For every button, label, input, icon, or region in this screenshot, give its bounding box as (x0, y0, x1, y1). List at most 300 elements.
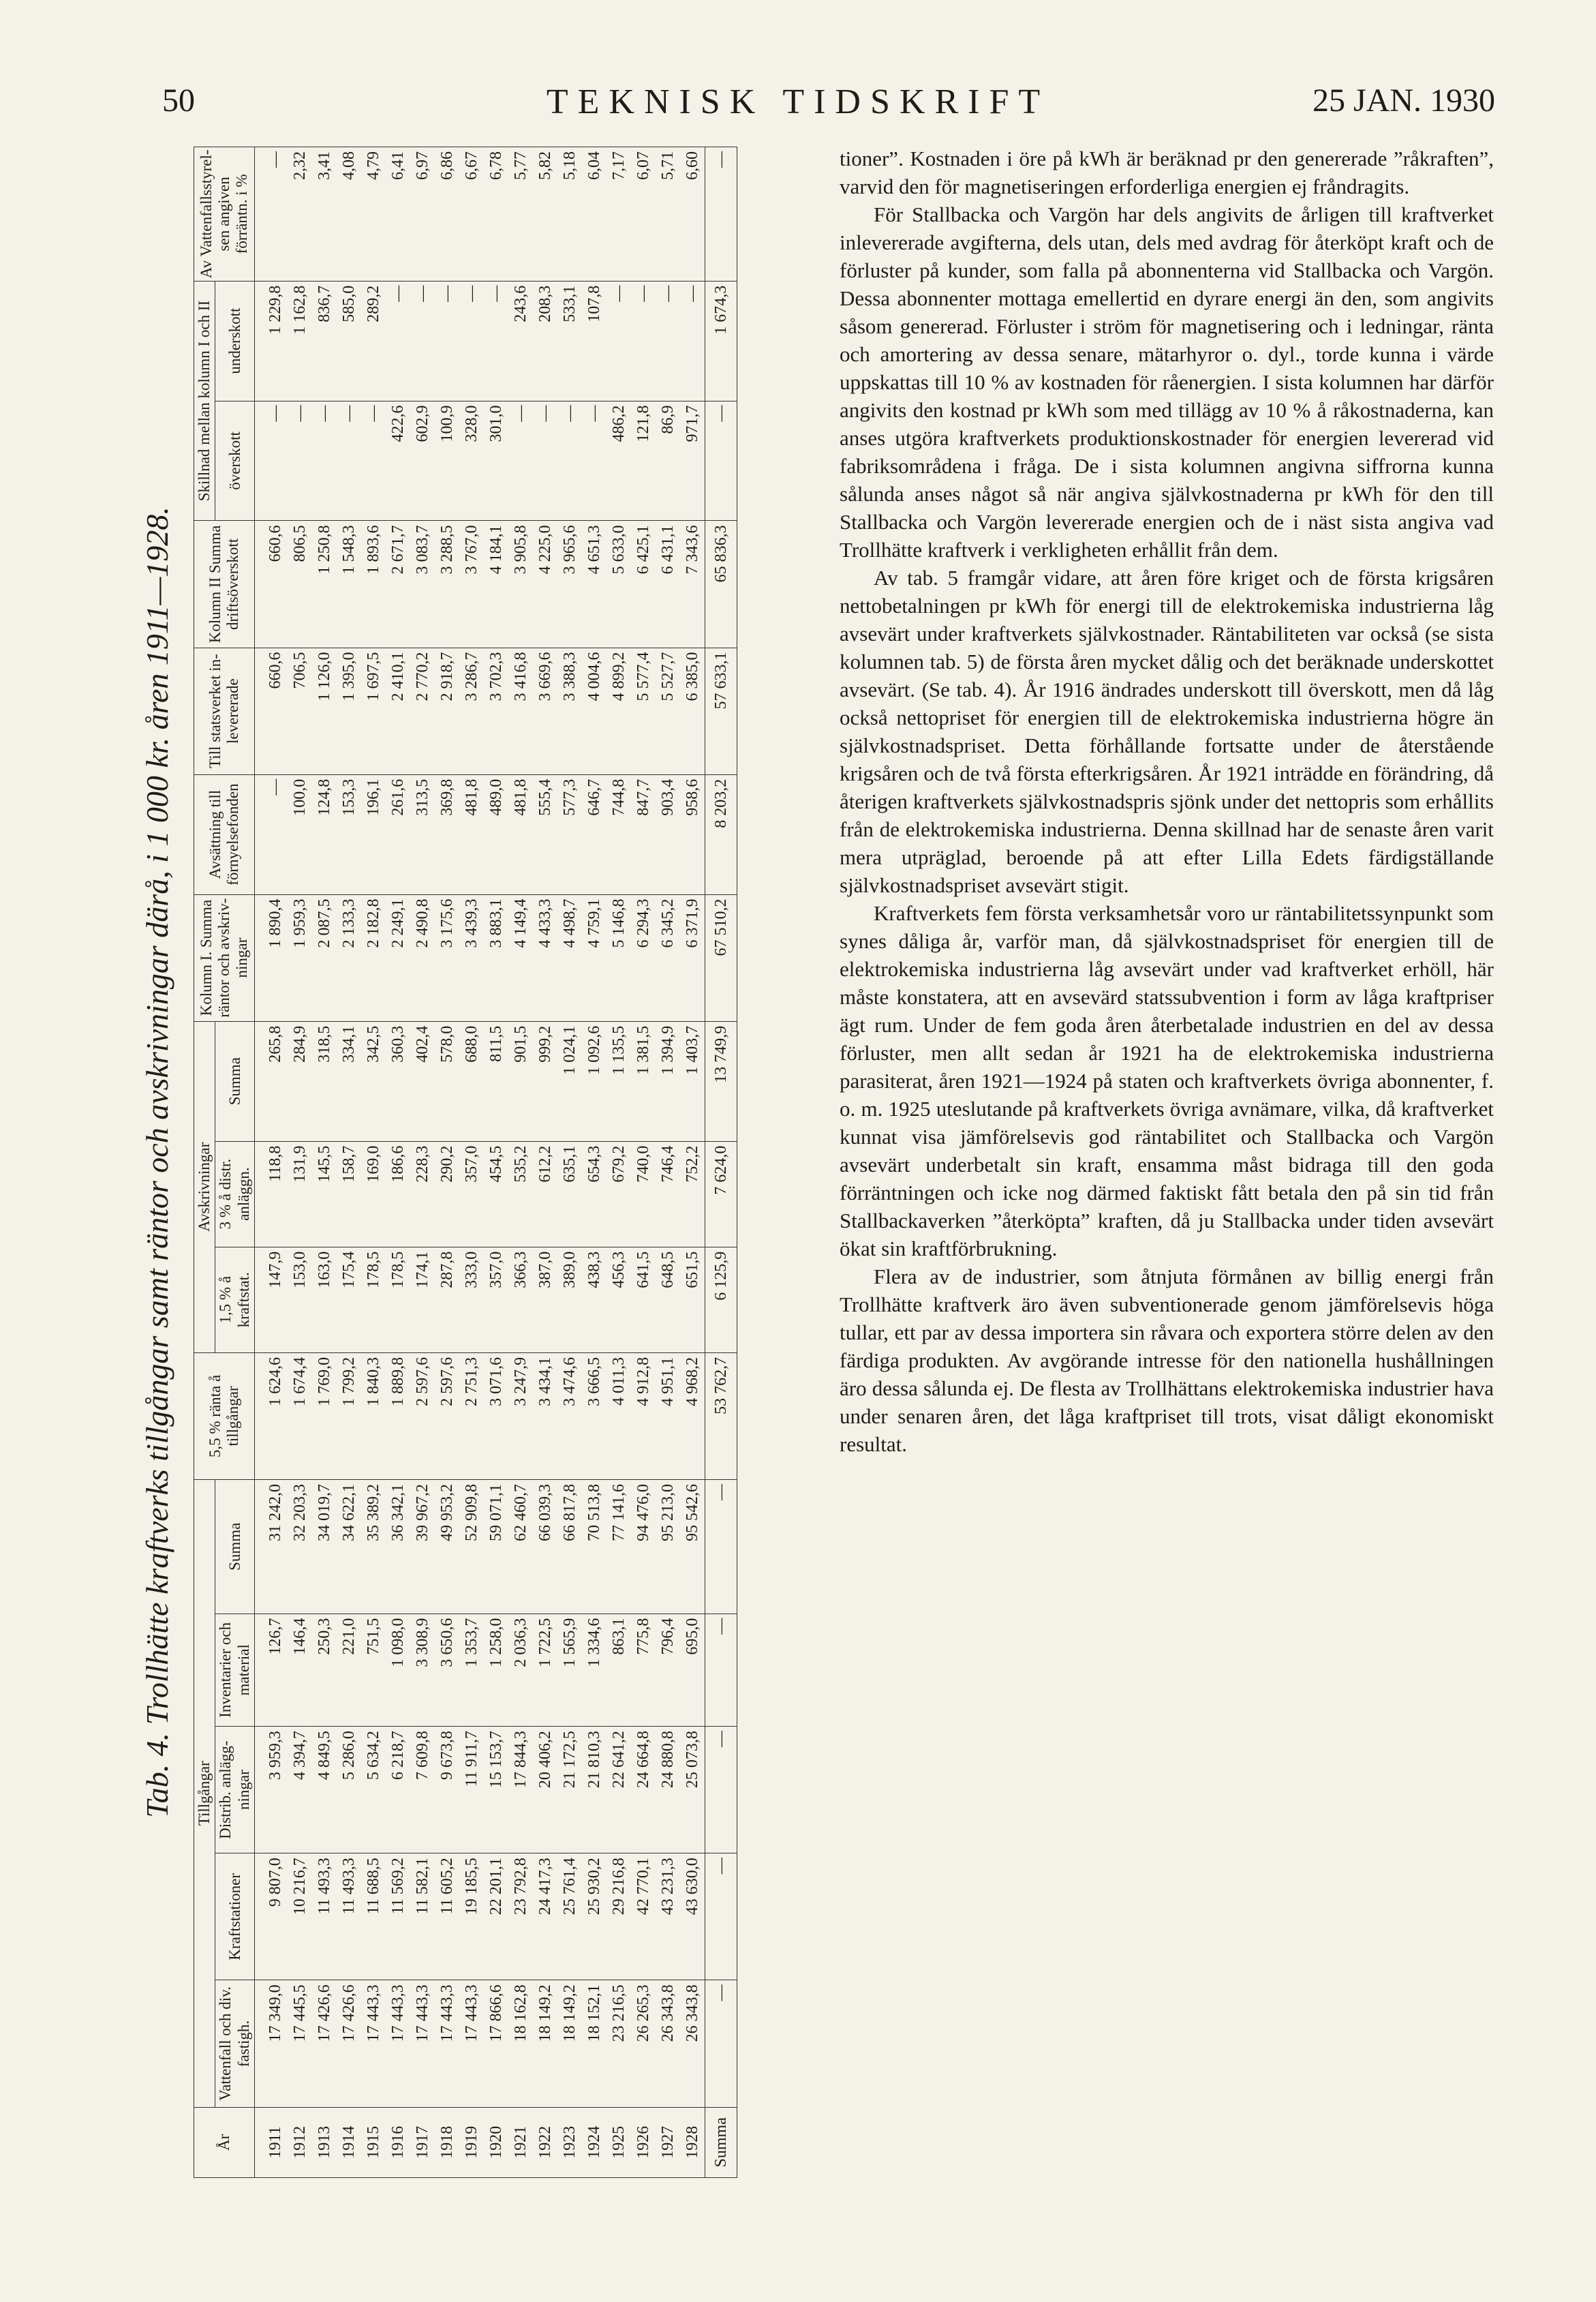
table-cell: 1 395,0 (337, 648, 361, 774)
table-cell: 3 308,9 (410, 1614, 435, 1726)
table-cell: 26 343,8 (656, 1980, 680, 2107)
table-cell: 2 249,1 (386, 894, 410, 1021)
col-summa-avskr: Summa (215, 1021, 255, 1141)
table-cell: 654,3 (582, 1141, 607, 1247)
table-cell: 3 666,5 (582, 1352, 607, 1479)
table-cell: 3 434,1 (533, 1352, 557, 1479)
table-cell: 66 039,3 (533, 1480, 557, 1614)
table-cell: 49 953,2 (435, 1480, 459, 1614)
table-cell: 22 641,2 (607, 1727, 631, 1853)
table-cell: 25 761,4 (557, 1853, 582, 1980)
table-cell: 24 880,8 (656, 1727, 680, 1853)
table-cell: — (533, 401, 557, 521)
table-row (631, 147, 656, 2178)
table-cell: 17 426,6 (312, 1980, 337, 2107)
table-cell: 2 597,6 (410, 1352, 435, 1479)
table-cell: 357,0 (484, 1247, 508, 1352)
table-cell: 265,8 (255, 1021, 288, 1141)
group-avskrivningar: Avskrivningar (194, 1021, 215, 1352)
table-cell: 389,0 (557, 1247, 582, 1352)
table-cell: — (459, 281, 484, 401)
table-cell: 186,6 (386, 1141, 410, 1247)
table-cell: 744,8 (607, 774, 631, 894)
table-cell: 999,2 (533, 1021, 557, 1141)
table-cell: — (631, 281, 656, 401)
article-paragraph: Av tab. 5 framgår vidare, att åren före kriget och de första krigsåren nettobetalningen pr kWh för energi till de elektrokemiska industrierna låg avsevärt under kraftverkets självkostnader. Räntabiliteten var också (se sista kolumnen tab. 5) de första åren mycket dålig och det beräknade underskottet avsevärt. (Se tab. 4). År 1916 ändrades underskott till överskott, men då låg också nettopriset för energien till de elektrokemiska industrierna högre än självkostnadspriset. Detta förhållande fortsatte under de återstående krigsåren och de två första efterkrigsåren. År 1921 inträdde en förändring, då återigen kraftverkets självkostnadspris sjönk under det nettopris som erhållits från de elektrokemiska industrierna. Denna skillnad har de senaste åren varit mera utpräglad, beroende på att efter Lilla Edets färdigställande självkostnadspriset avsevärt stigit. (840, 566, 1494, 897)
table-cell: 100,0 (288, 774, 312, 894)
table-cell: 5 634,2 (361, 1727, 386, 1853)
table-cell: 4,08 (337, 147, 361, 282)
table-cell: 3 416,8 (508, 648, 533, 774)
table-cell: 290,2 (435, 1141, 459, 1247)
table-cell: 695,0 (680, 1614, 705, 1726)
table-cell: 1 092,6 (582, 1021, 607, 1141)
table-cell: 3 965,6 (557, 521, 582, 648)
table-row (680, 147, 705, 2178)
table-cell: 66 817,8 (557, 1480, 582, 1614)
table-cell: 5,82 (533, 147, 557, 282)
table-cell: — (508, 401, 533, 521)
table-cell: 34 622,1 (337, 1480, 361, 1614)
table-cell: 34 019,7 (312, 1480, 337, 1614)
table-cell: — (484, 281, 508, 401)
table-cell: 5,71 (656, 147, 680, 282)
rotated-table-container (127, 147, 812, 2178)
table-cell: 17 443,3 (361, 1980, 386, 2107)
table-cell: 1 799,2 (337, 1352, 361, 1479)
table-cell: 313,5 (410, 774, 435, 894)
table-body (255, 147, 737, 2178)
table-cell: 4 651,3 (582, 521, 607, 648)
table-cell: 3 175,6 (435, 894, 459, 1021)
table-cell: 6,86 (435, 147, 459, 282)
year-cell: 1919 (459, 2107, 484, 2177)
table-cell: 5 633,0 (607, 521, 631, 648)
table-cell: 6,67 (459, 147, 484, 282)
table-cell: 4 951,1 (656, 1352, 680, 1479)
table-cell: 178,5 (361, 1247, 386, 1352)
table-cell: 1 889,8 (386, 1352, 410, 1479)
table-cell: 3 669,6 (533, 648, 557, 774)
table-cell: 36 342,1 (386, 1480, 410, 1614)
table-cell: 5 577,4 (631, 648, 656, 774)
table-cell: 369,8 (435, 774, 459, 894)
table-cell: 1 890,4 (255, 894, 288, 1021)
col-underskott: underskott (215, 281, 255, 401)
table-cell: 6 431,1 (656, 521, 680, 648)
table-cell: 18 149,2 (557, 1980, 582, 2107)
table-cell: 196,1 (361, 774, 386, 894)
table-cell: 1 403,7 (680, 1021, 705, 1141)
sum-cell: 67 510,2 (705, 894, 737, 1021)
table-cell: 21 172,5 (557, 1727, 582, 1853)
page-number: 50 (162, 82, 195, 119)
table-cell: 2 597,6 (435, 1352, 459, 1479)
table-cell: 3 083,7 (410, 521, 435, 648)
table-cell: — (656, 281, 680, 401)
table-row (582, 147, 607, 2178)
table-cell: 366,3 (508, 1247, 533, 1352)
group-skillnad: Skillnad mellan kolumn I och II (194, 281, 215, 521)
table-cell: 1 098,0 (386, 1614, 410, 1726)
year-cell: 1915 (361, 2107, 386, 2177)
table-cell: 3,41 (312, 147, 337, 282)
sum-label: Summa (705, 2107, 737, 2177)
table-cell: 3 247,9 (508, 1352, 533, 1479)
table-cell: 775,8 (631, 1614, 656, 1726)
table-cell: 62 460,7 (508, 1480, 533, 1614)
year-cell: 1924 (582, 2107, 607, 2177)
table-cell: 4 225,0 (533, 521, 557, 648)
table-cell: 3 388,3 (557, 648, 582, 774)
sum-cell: 57 633,1 (705, 648, 737, 774)
table-cell: 17 844,3 (508, 1727, 533, 1853)
year-cell: 1917 (410, 2107, 435, 2177)
table-cell: 489,0 (484, 774, 508, 894)
col-year: År (194, 2107, 255, 2177)
table-cell: 5 286,0 (337, 1727, 361, 1853)
article-paragraph: Kraftverkets fem första verksamhetsår voro ur räntabilitetssynpunkt som synes dåliga år, varför man, då självkostnadspriset för energien till de elektrokemiska industrierna låg avsevärt under vad kraftverket erhöll, här måste konstatera, att en avsevärd statssubvention i form av låga kraftpriser ägt rum. Under de fem goda åren återbetalade industrien en del av dessa förluster, men allt sedan år 1921 ha de elektrokemiska industrierna parasiterat, åren 1921—1924 på staten och kraftverkets övriga abonnenter, f. o. m. 1925 uteslutande på kraftverkets övriga avnämare, vilka, då kraftverket kunnat visa jämförelsevis god räntabilitet och Stallbacka och Vargön avsevärt underbetalt sin kraft, ensamma måst bidraga till den goda förräntningen och icke nog därmed faktiskt fått betala den på sin tid från Stallbackaverken ”återköpta” kraften, då ju Stallbacka under tiden avsevärt ökat sin kraftförbrukning. (840, 901, 1494, 1260)
table-cell: — (582, 401, 607, 521)
table-cell: 18 152,1 (582, 1980, 607, 2107)
table-cell: 39 967,2 (410, 1480, 435, 1614)
col-summa-tillg: Summa (215, 1480, 255, 1614)
table-cell: 4 004,6 (582, 648, 607, 774)
table-row (361, 147, 386, 2178)
table-cell: 25 930,2 (582, 1853, 607, 1980)
table-row (288, 147, 312, 2178)
table-cell: 2 036,3 (508, 1614, 533, 1726)
table-cell: 333,0 (459, 1247, 484, 1352)
sum-cell: — (705, 1980, 737, 2107)
table-row (386, 147, 410, 2178)
year-cell: 1925 (607, 2107, 631, 2177)
table-cell: 3 650,6 (435, 1614, 459, 1726)
table-cell: 19 185,5 (459, 1853, 484, 1980)
table-cell: 6,78 (484, 147, 508, 282)
sum-cell: — (705, 1614, 737, 1726)
table-cell: 2 671,7 (386, 521, 410, 648)
table-cell: 585,0 (337, 281, 361, 401)
table-cell: 4 149,4 (508, 894, 533, 1021)
article-paragraph: tioner”. Kostnaden i öre på kWh är beräknad pr den genererade ”råkraften”, varvid den för magnetiseringen erforderliga energien ej fråndragits. (840, 147, 1494, 198)
article-paragraph: För Stallbacka och Vargön har dels angivits de årligen till kraftverket inlevererade avgifterna, dels utan, dels med avdrag för återköpt kraft och de förluster på kunder, som falla på abonnenterna vid Stallbacka och Vargön. Dessa abonnenter mottaga emellertid en dyrare energi än den, som angivits såsom genererad. Förluster i ström för magnetisering och i ledningar, ränta och amortering av dessa senare, mätarhyror o. dyl., torde kunna i värde uppskattas till 10 % av kostnaden för råenergien. I sista kolumnen har därför angivits den kostnad pr kWh som med tillägg av 10 % å råkostnaderna, kan anses utgöra kraftverkets produktionskostnader för energien levererad vid fabriksområdena i fråga. De i sista kolumnen angivna siffrorna kunna sålunda anses något så när angiva självkostnaderna pr kWh för den till Stallbacka och Vargön levererade energien och de i näst sista angiva vad Trollhätte kraftverk i verkligheten erhållit från dem. (840, 202, 1494, 562)
table-cell: 9 807,0 (255, 1853, 288, 1980)
col-ranta: 5,5 % ränta å tillgångar (194, 1352, 255, 1479)
table-cell: 836,7 (312, 281, 337, 401)
table-cell: 740,0 (631, 1141, 656, 1247)
table-cell: — (386, 281, 410, 401)
table-cell: 1 394,9 (656, 1021, 680, 1141)
table-row (255, 147, 288, 2178)
table-cell: 43 630,0 (680, 1853, 705, 1980)
table-cell: 9 673,8 (435, 1727, 459, 1853)
table-cell: 2 133,3 (337, 894, 361, 1021)
table-cell: 6,97 (410, 147, 435, 282)
table-cell: 77 141,6 (607, 1480, 631, 1614)
table-cell: 17 443,3 (435, 1980, 459, 2107)
table-cell: 6 385,0 (680, 648, 705, 774)
table-cell: 158,7 (337, 1141, 361, 1247)
table-cell: 5 527,7 (656, 648, 680, 774)
table-cell: 6 371,9 (680, 894, 705, 1021)
table-cell: 6,41 (386, 147, 410, 282)
table-cell: 4 394,7 (288, 1727, 312, 1853)
table-cell: 35 389,2 (361, 1480, 386, 1614)
col-distr: 3 % å distr. anläggn. (215, 1141, 255, 1247)
table-cell: 1 334,6 (582, 1614, 607, 1726)
table-cell: 2,32 (288, 147, 312, 282)
table-cell: 3 474,6 (557, 1352, 582, 1479)
table-cell: 1 162,8 (288, 281, 312, 401)
table-cell: 602,9 (410, 401, 435, 521)
table-cell: 612,2 (533, 1141, 557, 1247)
col-kolumn1: Kolumn I. Summa räntor och avskrivningar (194, 894, 255, 1021)
table-cell: 17 866,6 (484, 1980, 508, 2107)
table-row (557, 147, 582, 2178)
rotated-table (127, 147, 812, 2178)
table-cell: 153,3 (337, 774, 361, 894)
table-cell: 3 071,6 (484, 1352, 508, 1479)
sum-cell: 1 674,3 (705, 281, 737, 401)
table-cell: 646,7 (582, 774, 607, 894)
sum-cell: 7 624,0 (705, 1141, 737, 1247)
table-cell: 17 426,6 (337, 1980, 361, 2107)
sum-cell: — (705, 401, 737, 521)
table-cell: 15 153,7 (484, 1727, 508, 1853)
table-cell: 178,5 (386, 1247, 410, 1352)
table-cell: 11 582,1 (410, 1853, 435, 1980)
table-cell: 334,1 (337, 1021, 361, 1141)
table-cell: 660,6 (255, 521, 288, 648)
table-cell: 328,0 (459, 401, 484, 521)
table-cell: 4 912,8 (631, 1352, 656, 1479)
table-cell: 261,6 (386, 774, 410, 894)
table-cell: 971,7 (680, 401, 705, 521)
table-cell: 11 605,2 (435, 1853, 459, 1980)
table-cell: 6 425,1 (631, 521, 656, 648)
table-cell: 635,1 (557, 1141, 582, 1247)
table-cell: 1 250,8 (312, 521, 337, 648)
table-cell: 3 286,7 (459, 648, 484, 774)
table-cell: 11 911,7 (459, 1727, 484, 1853)
table-cell: 31 242,0 (255, 1480, 288, 1614)
table-row (533, 147, 557, 2178)
table-cell: 5 146,8 (607, 894, 631, 1021)
table-cell: 6 345,2 (656, 894, 680, 1021)
table-cell: 6 294,3 (631, 894, 656, 1021)
table-cell: 454,5 (484, 1141, 508, 1247)
table-cell: 847,7 (631, 774, 656, 894)
table-cell: 18 149,2 (533, 1980, 557, 2107)
table-cell: 163,0 (312, 1247, 337, 1352)
sum-cell: — (705, 1853, 737, 1980)
table-cell: 1 135,5 (607, 1021, 631, 1141)
table-cell: 124,8 (312, 774, 337, 894)
table-cell: 1 258,0 (484, 1614, 508, 1726)
year-cell: 1922 (533, 2107, 557, 2177)
table-cell: 2 490,8 (410, 894, 435, 1021)
table-cell: 1 353,7 (459, 1614, 484, 1726)
table-cell: 1 893,6 (361, 521, 386, 648)
table-cell: 1 722,5 (533, 1614, 557, 1726)
table-cell: — (255, 774, 288, 894)
sum-cell: 8 203,2 (705, 774, 737, 894)
table-cell: 26 265,3 (631, 1980, 656, 2107)
article-paragraph: Flera av de industrier, som åtnjuta förmånen av billig energi från Trollhätte kraftverk äro även subventionerade genom jämförelsevis höga tullar, ett par av dessa importera sin råvara och exportera större delen av den färdiga produkten. Av avgörande intresse för den nationella hushållningen äro dessa sålunda ej. De flesta av Trollhättans elektrokemiska industrier hava under senaren åren, det låga kraftpriset till trots, visat dåligt ekonomiskt resultat. (840, 1264, 1494, 1456)
table-cell: 18 162,8 (508, 1980, 533, 2107)
table-cell: 118,8 (255, 1141, 288, 1247)
table-cell: 24 417,3 (533, 1853, 557, 1980)
table-cell: 648,5 (656, 1247, 680, 1352)
table-cell: 651,5 (680, 1247, 705, 1352)
sum-cell: 53 762,7 (705, 1352, 737, 1479)
table-cell: 1 959,3 (288, 894, 312, 1021)
table-cell: 95 213,0 (656, 1480, 680, 1614)
year-cell: 1911 (255, 2107, 288, 2177)
table-cell: 23 792,8 (508, 1853, 533, 1980)
col-levererade: Till statsverket inlevererade (194, 648, 255, 774)
table-row (607, 147, 631, 2178)
year-cell: 1928 (680, 2107, 705, 2177)
table-row (656, 147, 680, 2178)
col-vattenfall: Vattenfall och div. fastigh. (215, 1980, 255, 2107)
table-cell: — (680, 281, 705, 401)
table-cell: 23 216,5 (607, 1980, 631, 2107)
table-cell: 174,1 (410, 1247, 435, 1352)
year-cell: 1920 (484, 2107, 508, 2177)
sum-cell: — (705, 1480, 737, 1614)
table-cell: 486,2 (607, 401, 631, 521)
table-cell: 2 770,2 (410, 648, 435, 774)
table-cell: 1 674,4 (288, 1352, 312, 1479)
col-vattenfallsstyrelsen: Av Vattenfallsstyrelsen angiven förräntn. i % (194, 147, 255, 282)
table-cell: 6,60 (680, 147, 705, 282)
table-cell: 21 810,3 (582, 1727, 607, 1853)
sum-row (705, 147, 737, 2178)
table-cell: 126,7 (255, 1614, 288, 1726)
table-cell: 95 542,6 (680, 1480, 705, 1614)
table-cell: 1 126,0 (312, 648, 337, 774)
table-cell: 4 759,1 (582, 894, 607, 1021)
col-kraftstationer: Kraftstationer (215, 1853, 255, 1980)
table-row (435, 147, 459, 2178)
table-cell: — (557, 401, 582, 521)
table-cell: — (607, 281, 631, 401)
table-cell: 94 476,0 (631, 1480, 656, 1614)
table-cell: 318,5 (312, 1021, 337, 1141)
table-cell: 578,0 (435, 1021, 459, 1141)
table-cell: 1 769,0 (312, 1352, 337, 1479)
table-cell: 287,8 (435, 1247, 459, 1352)
table-row (508, 147, 533, 2178)
table-cell: 4 433,3 (533, 894, 557, 1021)
table-cell: — (361, 401, 386, 521)
table-cell: 3 959,3 (255, 1727, 288, 1853)
table-cell: 7,17 (607, 147, 631, 282)
table-cell: 4 849,5 (312, 1727, 337, 1853)
table-cell: 3 767,0 (459, 521, 484, 648)
data-table (194, 147, 737, 2178)
table-cell: 863,1 (607, 1614, 631, 1726)
table-cell: 43 231,3 (656, 1853, 680, 1980)
table-cell: 751,5 (361, 1614, 386, 1726)
article-text (840, 145, 1494, 1458)
table-cell: 555,4 (533, 774, 557, 894)
table-cell: 1 565,9 (557, 1614, 582, 1726)
table-cell: 4 011,3 (607, 1352, 631, 1479)
table-cell: 7 343,6 (680, 521, 705, 648)
table-cell: 481,8 (459, 774, 484, 894)
table-cell: 746,4 (656, 1141, 680, 1247)
table-cell: 1 548,3 (337, 521, 361, 648)
table-cell: 422,6 (386, 401, 410, 521)
col-kolumn2: Kolumn II Summa driftsöverskott (194, 521, 255, 648)
table-cell: 1 624,6 (255, 1352, 288, 1479)
year-cell: 1927 (656, 2107, 680, 2177)
sum-cell: — (705, 147, 737, 282)
table-cell: 250,3 (312, 1614, 337, 1726)
table-cell: 100,9 (435, 401, 459, 521)
table-cell: 131,9 (288, 1141, 312, 1247)
table-cell: 2 087,5 (312, 894, 337, 1021)
table-cell: 958,6 (680, 774, 705, 894)
sum-cell: 65 836,3 (705, 521, 737, 648)
col-overskott: överskott (215, 401, 255, 521)
table-cell: 121,8 (631, 401, 656, 521)
table-cell: — (288, 401, 312, 521)
table-cell: 357,0 (459, 1141, 484, 1247)
table-cell: 342,5 (361, 1021, 386, 1141)
table-cell: 706,5 (288, 648, 312, 774)
table-cell: 175,4 (337, 1247, 361, 1352)
table-cell: 4 899,2 (607, 648, 631, 774)
table-cell: 145,5 (312, 1141, 337, 1247)
table-cell: 86,9 (656, 401, 680, 521)
table-cell: 402,4 (410, 1021, 435, 1141)
sum-cell: 6 125,9 (705, 1247, 737, 1352)
table-cell: 752,2 (680, 1141, 705, 1247)
table-cell: 641,5 (631, 1247, 656, 1352)
table-cell: 3 702,3 (484, 648, 508, 774)
col-distrib: Distrib. anläggningar (215, 1727, 255, 1853)
table-cell: 7 609,8 (410, 1727, 435, 1853)
table-cell: 221,0 (337, 1614, 361, 1726)
table-cell: 301,0 (484, 401, 508, 521)
table-cell: 59 071,1 (484, 1480, 508, 1614)
table-cell: 6 218,7 (386, 1727, 410, 1853)
table-cell: 52 909,8 (459, 1480, 484, 1614)
table-row (337, 147, 361, 2178)
group-tillgangar: Tillgångar (194, 1480, 215, 2108)
table-cell: 208,3 (533, 281, 557, 401)
table-cell: 1 024,1 (557, 1021, 582, 1141)
table-cell: 456,3 (607, 1247, 631, 1352)
table-row (410, 147, 435, 2178)
table-cell: 2 918,7 (435, 648, 459, 774)
table-cell: 17 349,0 (255, 1980, 288, 2107)
table-cell: 11 688,5 (361, 1853, 386, 1980)
table-cell: 6,04 (582, 147, 607, 282)
year-cell: 1926 (631, 2107, 656, 2177)
table-cell: 1 381,5 (631, 1021, 656, 1141)
table-cell: 806,5 (288, 521, 312, 648)
table-cell: 42 770,1 (631, 1853, 656, 1980)
table-cell: 243,6 (508, 281, 533, 401)
table-cell: 3 883,1 (484, 894, 508, 1021)
table-cell: — (255, 147, 288, 282)
table-cell: 4 498,7 (557, 894, 582, 1021)
